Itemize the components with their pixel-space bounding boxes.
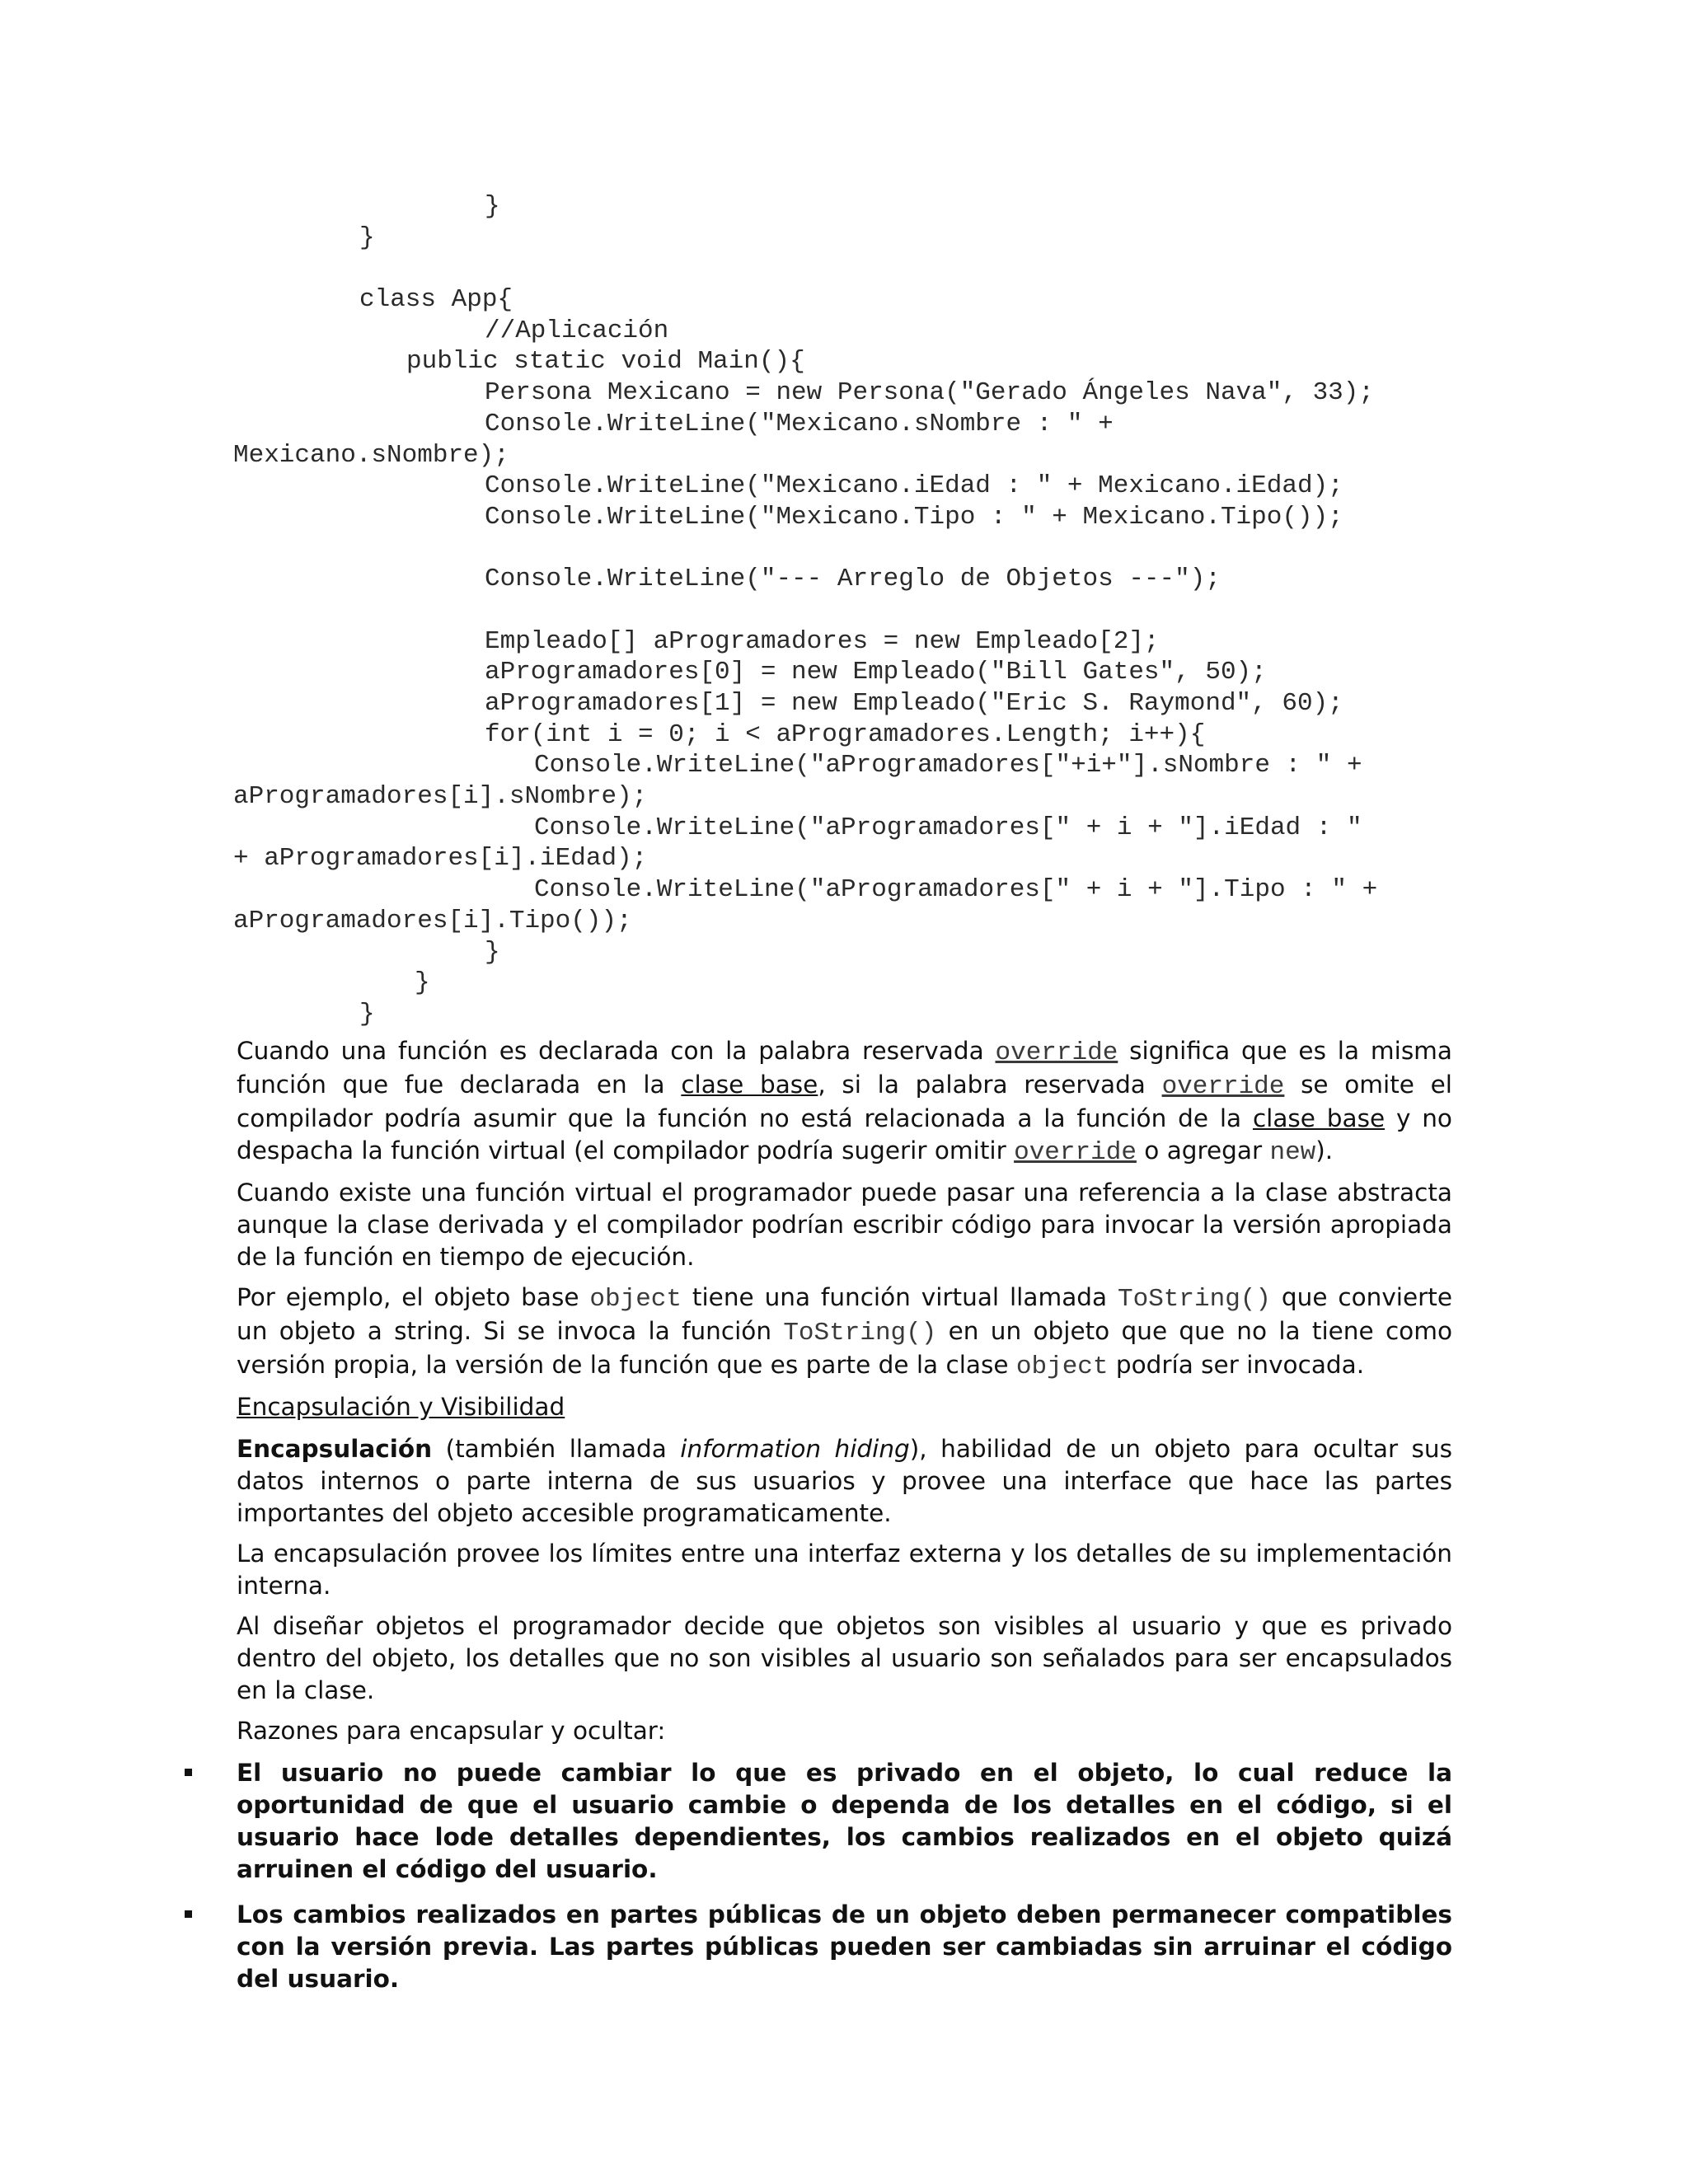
code-line (233, 533, 1470, 565)
code-line: } (485, 192, 500, 221)
paragraph-tostring: Por ejemplo, el objeto base object tiene una función virtual llamada ToString() que convierte un objeto a string. Si se invoca la función ToString() en un objeto que que no la tiene como versión propia, la versión de la función que es parte de la clase object podría ser invocada. (237, 1283, 1453, 1381)
code-line: //Aplicación (485, 316, 669, 345)
keyword-new: new (1269, 1138, 1316, 1167)
keyword-object: object (1015, 1352, 1109, 1381)
keyword-tostring: ToString() (783, 1319, 937, 1347)
term-information-hiding: information hiding (680, 1435, 910, 1463)
list-item: El usuario no puede cambiar lo que es privado en el objeto, lo cual reduce la oportunidad de que el usuario cambie o dependa de los detalles en el código, si el usuario hace lode detalles dependientes, los cambios realizados en el objeto quizá arruinen el código del usuario. (237, 1757, 1452, 1886)
code-line: aProgramadores[i].Tipo()); (233, 906, 632, 935)
body-text (237, 1035, 1452, 2008)
code-line: } (359, 999, 375, 1029)
code-line: Console.WriteLine("Mexicano.Tipo : " + Mexicano.Tipo()); (485, 502, 1343, 532)
square-bullet-icon (185, 1769, 192, 1776)
paragraph-virtual-function: Cuando existe una función virtual el programador puede pasar una referencia a la clase abstracta aunque la clase derivada y el compilador podrían escribir código para invocar la versión apropiada de la función en tiempo de ejecución. (237, 1179, 1452, 1271)
code-line: Mexicano.sNombre); (233, 440, 509, 470)
paragraph-encapsulation: Encapsulación (también llamada information hiding), habilidad de un objeto para ocultar sus datos internos o parte interna de sus usuarios y provee una interface que hace las partes importantes del objeto accesible programaticamente. (237, 1435, 1452, 1527)
code-line: Console.WriteLine("aProgramadores[" + i + "].Tipo : " + (534, 875, 1378, 905)
keyword-object: object (589, 1285, 682, 1314)
code-block (233, 191, 1470, 1030)
term-clase-base: clase base (1252, 1104, 1386, 1132)
code-line: for(int i = 0; i < aProgramadores.Length; i++){ (485, 719, 1206, 749)
square-bullet-icon (185, 1910, 192, 1918)
code-line: Empleado[] aProgramadores = new Empleado[2]; (485, 626, 1160, 656)
code-line: public static void Main(){ (406, 347, 805, 377)
paragraph-design: Al diseñar objetos el programador decide que objetos son visibles al usuario y que es privado dentro del objeto, los detalles que no son visibles al usuario son señalados para ser encapsulados en la clase. (237, 1612, 1452, 1704)
paragraph-limits: La encapsulación provee los límites entre una interfaz externa y los detalles de su implementación interna. (237, 1540, 1452, 1600)
section-heading: Encapsulación y Visibilidad (237, 1393, 565, 1421)
reasons-list (237, 1757, 1452, 1995)
keyword-override: override (1161, 1072, 1285, 1101)
code-line: } (359, 223, 375, 252)
code-line (233, 595, 1470, 626)
code-line: aProgramadores[i].sNombre); (233, 782, 648, 812)
term-clase-base: clase base (681, 1071, 818, 1099)
keyword-tostring: ToString() (1117, 1285, 1272, 1314)
code-line: Console.WriteLine("aProgramadores[" + i + "].iEdad : " (534, 813, 1362, 842)
code-line: aProgramadores[1] = new Empleado("Eric S. Raymond", 60); (485, 689, 1343, 718)
paragraph-reasons: Razones para encapsular y ocultar: (237, 1717, 666, 1745)
code-line: Console.WriteLine("Mexicano.iEdad : " + Mexicano.iEdad); (485, 471, 1343, 501)
list-item: Los cambios realizados en partes públicas de un objeto deben permanecer compatibles con la versión previa. Las partes públicas pueden ser cambiadas sin arruinar el código del usuario. (237, 1899, 1452, 1995)
code-line: } (485, 937, 500, 967)
code-line: } (415, 968, 430, 998)
keyword-override: override (1014, 1138, 1137, 1167)
code-line: aProgramadores[0] = new Empleado("Bill Gates", 50); (485, 658, 1267, 687)
code-line: Persona Mexicano = new Persona("Gerado Ángeles Nava", 33); (485, 378, 1374, 408)
code-line (233, 253, 1470, 284)
term-encapsulacion: Encapsulación (237, 1435, 433, 1463)
code-line: Console.WriteLine("--- Arreglo de Objetos ---"); (485, 565, 1221, 594)
code-line: Console.WriteLine("aProgramadores["+i+"].sNombre : " + (534, 751, 1362, 780)
paragraph-override: Cuando una función es declarada con la palabra reservada override significa que es la misma función que fue declarada en la clase base, si la palabra reservada override se omite el compilador podría asumir que la función no está relacionada a la función de la clase base y no despacha la función virtual (el compilador podría sugerir omitir override o agregar new). (237, 1037, 1453, 1167)
code-line: Console.WriteLine("Mexicano.sNombre : " + (485, 409, 1114, 438)
code-line: class App{ (359, 285, 513, 315)
code-line: + aProgramadores[i].iEdad); (233, 844, 648, 874)
keyword-override: override (995, 1038, 1118, 1067)
